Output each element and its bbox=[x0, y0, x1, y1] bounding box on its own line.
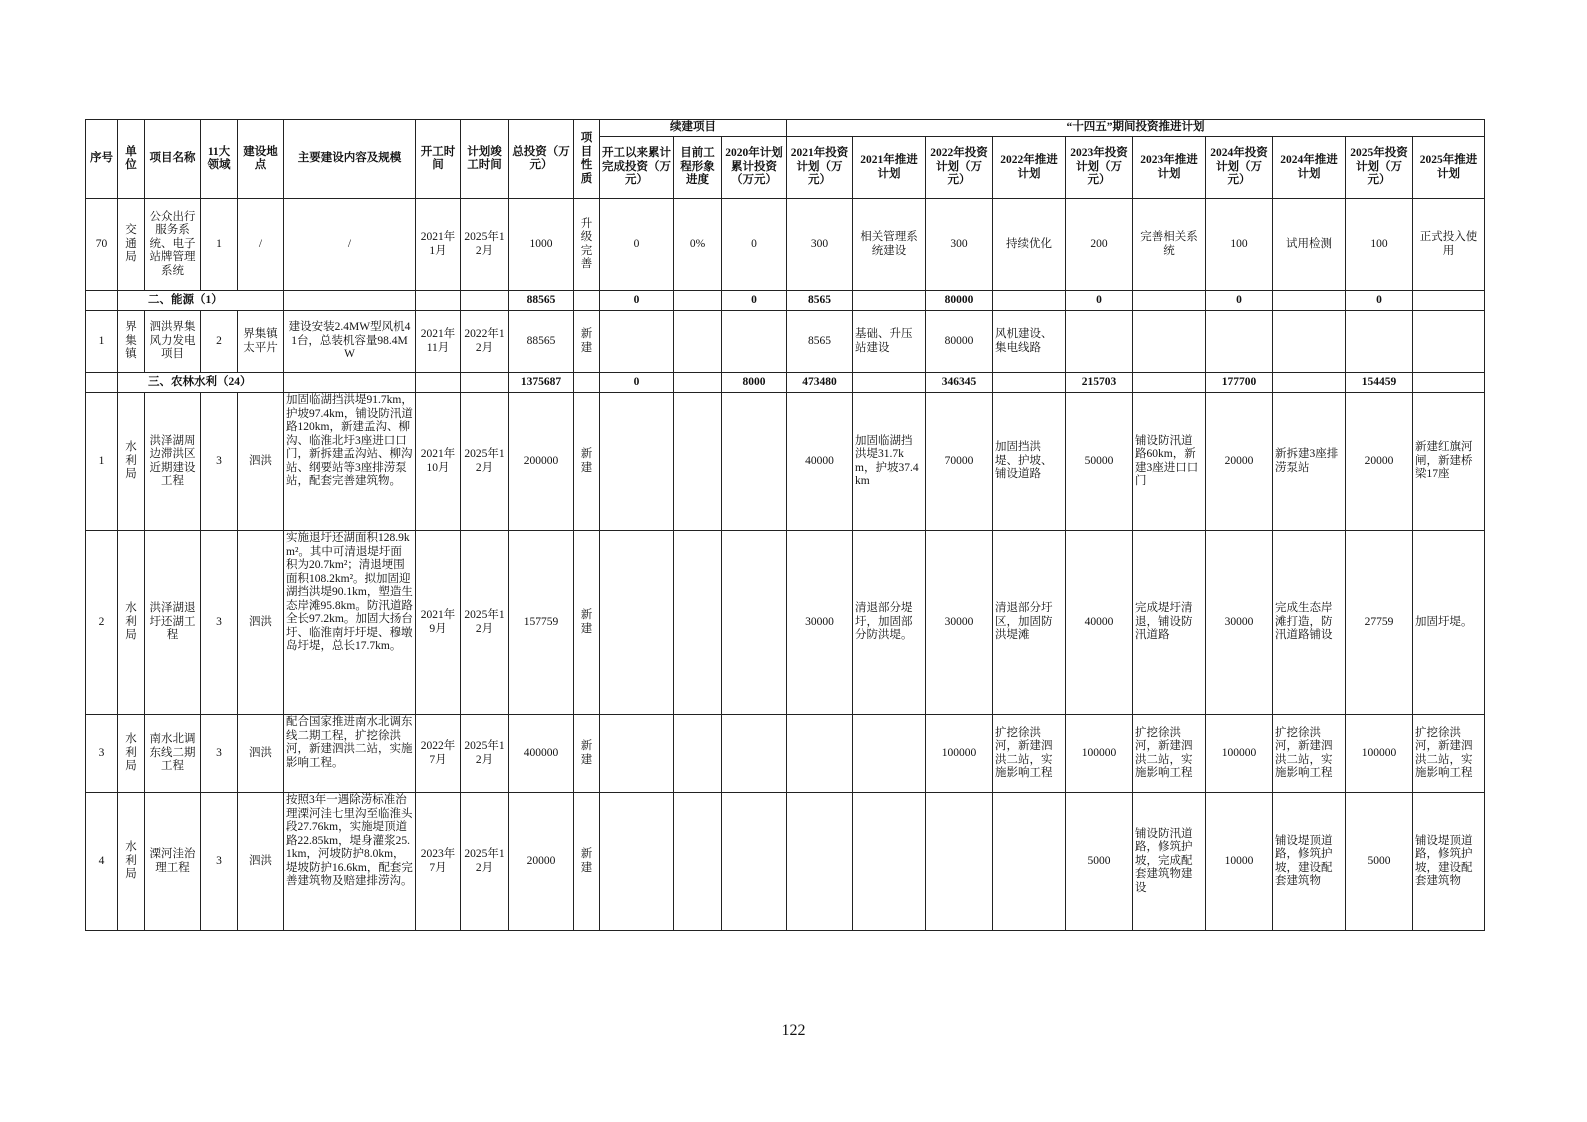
cell-inv2023: 0 bbox=[1066, 291, 1133, 311]
header-inv2024: 2024年投资计划（万元） bbox=[1206, 137, 1273, 199]
cell-plan2022: 加固挡洪堤、护坡、铺设道路 bbox=[993, 393, 1066, 531]
table-row bbox=[86, 715, 1485, 793]
cell-total: 1375687 bbox=[509, 373, 574, 393]
cell-inv2025: 27759 bbox=[1346, 531, 1413, 715]
cell-unit: 水利局 bbox=[118, 793, 145, 931]
header-unit: 单位 bbox=[118, 120, 145, 199]
header-continuing: 续建项目 bbox=[600, 120, 787, 137]
cell-start: 2021年11月 bbox=[416, 311, 461, 373]
cell-finish: 2025年12月 bbox=[461, 715, 509, 793]
header-field: 11大领域 bbox=[201, 120, 238, 199]
header-plan2021: 2021年推进计划 bbox=[853, 137, 926, 199]
table-row bbox=[86, 199, 1485, 291]
header-cumulative: 开工以来累计完成投资（万元） bbox=[600, 137, 674, 199]
cell-inv2022: 70000 bbox=[926, 393, 993, 531]
header-location: 建设地点 bbox=[238, 120, 284, 199]
cell-plan2023: 扩挖徐洪河，新建泗洪二站，实施影响工程 bbox=[1133, 715, 1206, 793]
cell-name: 南水北调东线二期工程 bbox=[145, 715, 201, 793]
cell-inv2024: 100 bbox=[1206, 199, 1273, 291]
header-total: 总投资（万元） bbox=[509, 120, 574, 199]
cell-cumulative: 0 bbox=[600, 373, 674, 393]
cell-inv2025: 20000 bbox=[1346, 393, 1413, 531]
cell-field: 3 bbox=[201, 393, 238, 531]
header-seq: 序号 bbox=[86, 120, 118, 199]
cell-inv2025: 5000 bbox=[1346, 793, 1413, 931]
cell-total: 400000 bbox=[509, 715, 574, 793]
header-inv2023: 2023年投资计划（万元） bbox=[1066, 137, 1133, 199]
cell-inv2021: 473480 bbox=[787, 373, 853, 393]
cell-finish: 2025年12月 bbox=[461, 793, 509, 931]
cell-inv2021: 8565 bbox=[787, 291, 853, 311]
cell-content: 配合国家推进南水北调东线二期工程，扩挖徐洪河，新建泗洪二站，实施影响工程。 bbox=[284, 715, 416, 793]
cell-inv2024: 100000 bbox=[1206, 715, 1273, 793]
cell-seq: 3 bbox=[86, 715, 118, 793]
cell-inv2022: 80000 bbox=[926, 291, 993, 311]
cell-plan2025: 新建红旗河闸，新建桥梁17座 bbox=[1413, 393, 1485, 531]
cell-inv2023: 100000 bbox=[1066, 715, 1133, 793]
cell-inv2025: 100 bbox=[1346, 199, 1413, 291]
cell-finish: 2025年12月 bbox=[461, 393, 509, 531]
cell-inv2022: 300 bbox=[926, 199, 993, 291]
cell-seq: 2 bbox=[86, 531, 118, 715]
cell-plan2023: 铺设防汛道路60km，新建3座进口口门 bbox=[1133, 393, 1206, 531]
cell-seq: 1 bbox=[86, 311, 118, 373]
cell-nature: 新建 bbox=[574, 393, 600, 531]
cell-plan2024: 完成生态岸滩打造，防汛道路铺设 bbox=[1273, 531, 1346, 715]
page-number: 122 bbox=[781, 1022, 806, 1039]
header-nature: 项目性质 bbox=[574, 120, 600, 199]
investment-plan-table bbox=[85, 119, 1485, 931]
header-finish: 计划竣工时间 bbox=[461, 120, 509, 199]
table-row bbox=[86, 531, 1485, 715]
cell-plan2025: 正式投入使用 bbox=[1413, 199, 1485, 291]
cell-total: 88565 bbox=[509, 291, 574, 311]
cell-inv2023: 40000 bbox=[1066, 531, 1133, 715]
header-name: 项目名称 bbox=[145, 120, 201, 199]
cell-unit: 界集镇 bbox=[118, 311, 145, 373]
cell-inv2024: 20000 bbox=[1206, 393, 1273, 531]
cell-total: 88565 bbox=[509, 311, 574, 373]
cell-plan2025: 铺设堤顶道路，修筑护坡，建设配套建筑物 bbox=[1413, 793, 1485, 931]
category-row-agriculture-water bbox=[86, 373, 1485, 393]
cell-nature: 升级完善 bbox=[574, 199, 600, 291]
header-plan2023: 2023年推进计划 bbox=[1133, 137, 1206, 199]
cell-start: 2023年7月 bbox=[416, 793, 461, 931]
cell-inv2025: 100000 bbox=[1346, 715, 1413, 793]
header-progress: 目前工程形象进度 bbox=[674, 137, 722, 199]
cell-location: 泗洪 bbox=[238, 531, 284, 715]
cell-name: 泗洪界集风力发电项目 bbox=[145, 311, 201, 373]
header-fyp: “十四五”期间投资推进计划 bbox=[787, 120, 1485, 137]
cell-plan2022: 扩挖徐洪河，新建泗洪二站，实施影响工程 bbox=[993, 715, 1066, 793]
header-inv2021: 2021年投资计划（万元） bbox=[787, 137, 853, 199]
cell-content: 按照3年一遇除涝标准治理溧河洼七里沟至临淮头段27.76km，实施堤顶道路22.85km，堤身灌浆25.1km，河坡防护8.0km，堤坡防护16.6km，配套完善建筑物及赔建排涝沟。 bbox=[284, 793, 416, 931]
table-row bbox=[86, 793, 1485, 931]
cell-inv2024: 177700 bbox=[1206, 373, 1273, 393]
cell-name: 洪泽湖周边滞洪区近期建设工程 bbox=[145, 393, 201, 531]
header-row-1 bbox=[86, 120, 1485, 137]
cell-inv2023: 200 bbox=[1066, 199, 1133, 291]
category-title: 二、能源（1） bbox=[118, 291, 284, 311]
cell-plan2020: 8000 bbox=[722, 373, 787, 393]
cell-inv2025: 0 bbox=[1346, 291, 1413, 311]
cell-inv2024: 0 bbox=[1206, 291, 1273, 311]
category-row-energy bbox=[86, 291, 1485, 311]
cell-location: / bbox=[238, 199, 284, 291]
cell-location: 泗洪 bbox=[238, 393, 284, 531]
cell-start: 2021年10月 bbox=[416, 393, 461, 531]
cell-nature: 新建 bbox=[574, 793, 600, 931]
cell-inv2023: 215703 bbox=[1066, 373, 1133, 393]
cell-plan2021: 相关管理系统建设 bbox=[853, 199, 926, 291]
cell-field: 1 bbox=[201, 199, 238, 291]
cell-nature: 新建 bbox=[574, 531, 600, 715]
cell-plan2022: 清退部分圩区，加固防洪堤滩 bbox=[993, 531, 1066, 715]
header-plan2024: 2024年推进计划 bbox=[1273, 137, 1346, 199]
cell-progress: 0% bbox=[674, 199, 722, 291]
cell-content: 实施退圩还湖面积128.9km²。其中可清退堤圩面积为20.7km²；清退埂围面积108.2km²。拟加固迎湖挡洪堤90.1km，塑造生态岸滩95.8km。防汛道路全长97.2km。加固大扬台圩、临淮南圩圩堤、穆墩岛圩堤，总长17.7km。 bbox=[284, 531, 416, 715]
cell-name: 洪泽湖退圩还湖工程 bbox=[145, 531, 201, 715]
table-row bbox=[86, 311, 1485, 373]
cell-unit: 水利局 bbox=[118, 393, 145, 531]
cell-start: 2021年1月 bbox=[416, 199, 461, 291]
cell-plan2025: 加固圩堤。 bbox=[1413, 531, 1485, 715]
cell-inv2022: 80000 bbox=[926, 311, 993, 373]
cell-plan2021: 加固临湖挡洪堤31.7km，护坡37.4km bbox=[853, 393, 926, 531]
cell-inv2021: 30000 bbox=[787, 531, 853, 715]
cell-inv2021: 40000 bbox=[787, 393, 853, 531]
cell-plan2020: 0 bbox=[722, 199, 787, 291]
cell-plan2022: 持续优化 bbox=[993, 199, 1066, 291]
cell-nature: 新建 bbox=[574, 715, 600, 793]
cell-start: 2021年9月 bbox=[416, 531, 461, 715]
table-row bbox=[86, 393, 1485, 531]
cell-plan2024: 扩挖徐洪河，新建泗洪二站，实施影响工程 bbox=[1273, 715, 1346, 793]
cell-location: 泗洪 bbox=[238, 793, 284, 931]
cell-inv2021: 8565 bbox=[787, 311, 853, 373]
cell-plan2024: 试用检测 bbox=[1273, 199, 1346, 291]
cell-total: 200000 bbox=[509, 393, 574, 531]
cell-name: 溧河洼治理工程 bbox=[145, 793, 201, 931]
cell-finish: 2025年12月 bbox=[461, 199, 509, 291]
cell-location: 泗洪 bbox=[238, 715, 284, 793]
cell-start: 2022年7月 bbox=[416, 715, 461, 793]
cell-unit: 交通局 bbox=[118, 199, 145, 291]
cell-plan2021: 基础、升压站建设 bbox=[853, 311, 926, 373]
category-title: 三、农林水利（24） bbox=[118, 373, 284, 393]
cell-content: 建设安装2.4MW型风机41台，总装机容量98.4MW bbox=[284, 311, 416, 373]
cell-inv2024: 30000 bbox=[1206, 531, 1273, 715]
cell-cumulative: 0 bbox=[600, 291, 674, 311]
cell-seq: 4 bbox=[86, 793, 118, 931]
header-content: 主要建设内容及规模 bbox=[284, 120, 416, 199]
cell-seq: 70 bbox=[86, 199, 118, 291]
header-inv2022: 2022年投资计划（万元） bbox=[926, 137, 993, 199]
header-start: 开工时间 bbox=[416, 120, 461, 199]
cell-nature: 新建 bbox=[574, 311, 600, 373]
header-plan2022: 2022年推进计划 bbox=[993, 137, 1066, 199]
cell-cumulative: 0 bbox=[600, 199, 674, 291]
cell-finish: 2025年12月 bbox=[461, 531, 509, 715]
cell-plan2020: 0 bbox=[722, 291, 787, 311]
cell-field: 2 bbox=[201, 311, 238, 373]
cell-total: 157759 bbox=[509, 531, 574, 715]
cell-inv2022: 346345 bbox=[926, 373, 993, 393]
header-inv2025: 2025年投资计划（万元） bbox=[1346, 137, 1413, 199]
cell-plan2023: 完成堤圩清退，铺设防汛道路 bbox=[1133, 531, 1206, 715]
cell-plan2023: 铺设防汛道路，修筑护坡，完成配套建筑物建设 bbox=[1133, 793, 1206, 931]
cell-field: 3 bbox=[201, 793, 238, 931]
cell-unit: 水利局 bbox=[118, 531, 145, 715]
cell-seq: 1 bbox=[86, 393, 118, 531]
cell-inv2022: 100000 bbox=[926, 715, 993, 793]
cell-plan2025: 扩挖徐洪河，新建泗洪二站，实施影响工程 bbox=[1413, 715, 1485, 793]
cell-plan2023: 完善相关系统 bbox=[1133, 199, 1206, 291]
cell-unit: 水利局 bbox=[118, 715, 145, 793]
cell-inv2023: 5000 bbox=[1066, 793, 1133, 931]
cell-plan2024: 铺设堤顶道路，修筑护坡，建设配套建筑物 bbox=[1273, 793, 1346, 931]
cell-total: 20000 bbox=[509, 793, 574, 931]
cell-inv2025: 154459 bbox=[1346, 373, 1413, 393]
cell-content: 加固临湖挡洪堤91.7km，护坡97.4km，铺设防汛道路120km，新建孟沟、柳沟、临淮北圩3座进口口门，新拆建孟沟站、柳沟站、纲要站等3座排涝泵站，配套完善建筑物。 bbox=[284, 393, 416, 531]
cell-location: 界集镇太平片 bbox=[238, 311, 284, 373]
header-plan2025: 2025年推进计划 bbox=[1413, 137, 1485, 199]
cell-plan2021: 清退部分堤圩，加固部分防洪堤。 bbox=[853, 531, 926, 715]
header-plan2020: 2020年计划累计投资（万元） bbox=[722, 137, 787, 199]
cell-total: 1000 bbox=[509, 199, 574, 291]
cell-plan2022: 风机建设、集电线路 bbox=[993, 311, 1066, 373]
cell-inv2022: 30000 bbox=[926, 531, 993, 715]
cell-inv2021: 300 bbox=[787, 199, 853, 291]
cell-name: 公众出行服务系统、电子站牌管理系统 bbox=[145, 199, 201, 291]
cell-inv2023: 50000 bbox=[1066, 393, 1133, 531]
cell-field: 3 bbox=[201, 715, 238, 793]
cell-finish: 2022年12月 bbox=[461, 311, 509, 373]
investment-plan-table-wrapper bbox=[85, 119, 1485, 931]
cell-content: / bbox=[284, 199, 416, 291]
cell-plan2024: 新拆建3座排涝泵站 bbox=[1273, 393, 1346, 531]
cell-inv2024: 10000 bbox=[1206, 793, 1273, 931]
cell-field: 3 bbox=[201, 531, 238, 715]
